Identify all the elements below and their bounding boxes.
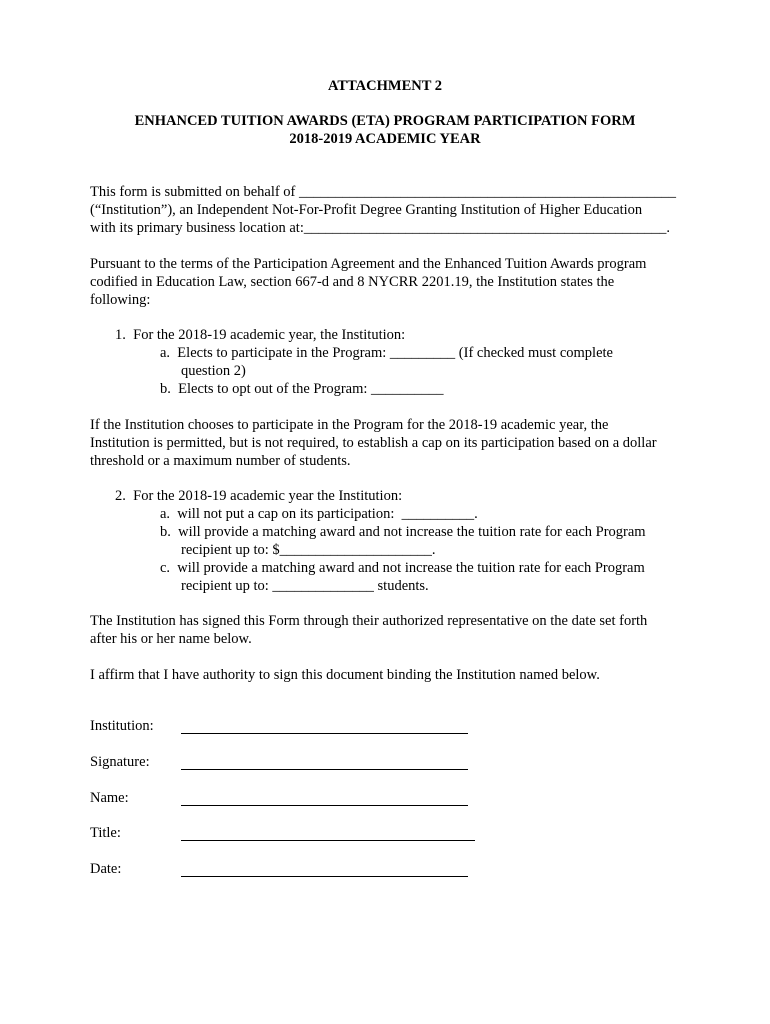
intro-line-3: with its primary business location at:__________________________________________________.: [90, 220, 670, 236]
pursuant-line-1: Pursuant to the terms of the Participation Agreement and the Enhanced Tuition Awards program: [90, 256, 647, 272]
signed-line-2: after his or her name below.: [90, 631, 252, 647]
signed-line-1: The Institution has signed this Form through their authorized representative on the date set forth: [90, 613, 648, 629]
form-title: ENHANCED TUITION AWARDS (ETA) PROGRAM PARTICIPATION FORM: [134, 113, 636, 129]
pursuant-line-3: following:: [90, 292, 151, 308]
item2-a: a. will not put a cap on its participation: __________.: [160, 506, 478, 522]
attachment-label: ATTACHMENT 2: [328, 78, 442, 94]
institution-label: Institution:: [90, 718, 154, 734]
item1-a-line-1: a. Elects to participate in the Program: _________ (If checked must complete: [160, 345, 613, 361]
cap-line-3: threshold or a maximum number of students.: [90, 453, 351, 469]
cap-line-2: Institution is permitted, but is not required, to establish a cap on its participation based on a dollar: [90, 435, 657, 451]
item2-b-line-2: recipient up to: $_____________________.: [181, 542, 436, 558]
signature-label: Signature:: [90, 754, 150, 770]
pursuant-line-2: codified in Education Law, section 667-d and 8 NYCRR 2201.19, the Institution states the: [90, 274, 615, 290]
date-label: Date:: [90, 861, 122, 877]
date-line[interactable]: [181, 876, 468, 877]
signature-line[interactable]: [181, 769, 468, 770]
item2-c-line-1: c. will provide a matching award and not increase the tuition rate for each Program: [160, 560, 645, 576]
title-label: Title:: [90, 825, 121, 841]
item1-a-line-2: question 2): [181, 363, 246, 379]
item1-heading: 1. For the 2018-19 academic year, the Institution:: [115, 327, 406, 343]
affirm-statement: I affirm that I have authority to sign this document binding the Institution named below.: [90, 667, 600, 683]
title-line[interactable]: [181, 840, 475, 841]
item2-heading: 2. For the 2018-19 academic year the Institution:: [115, 488, 403, 504]
intro-line-2: (“Institution”), an Independent Not-For-Profit Degree Granting Institution of Higher Education: [90, 202, 643, 218]
institution-line[interactable]: [181, 733, 468, 734]
item1-b: b. Elects to opt out of the Program: __________: [160, 381, 444, 397]
name-label: Name:: [90, 790, 129, 806]
name-line[interactable]: [181, 805, 468, 806]
form-year: 2018-2019 ACADEMIC YEAR: [289, 131, 481, 147]
intro-line-1: This form is submitted on behalf of ____________________________________________________: [90, 184, 677, 200]
item2-c-line-2: recipient up to: ______________ students.: [181, 578, 429, 594]
item2-b-line-1: b. will provide a matching award and not increase the tuition rate for each Program: [160, 524, 646, 540]
cap-line-1: If the Institution chooses to participate in the Program for the 2018-19 academic year, the: [90, 417, 609, 433]
